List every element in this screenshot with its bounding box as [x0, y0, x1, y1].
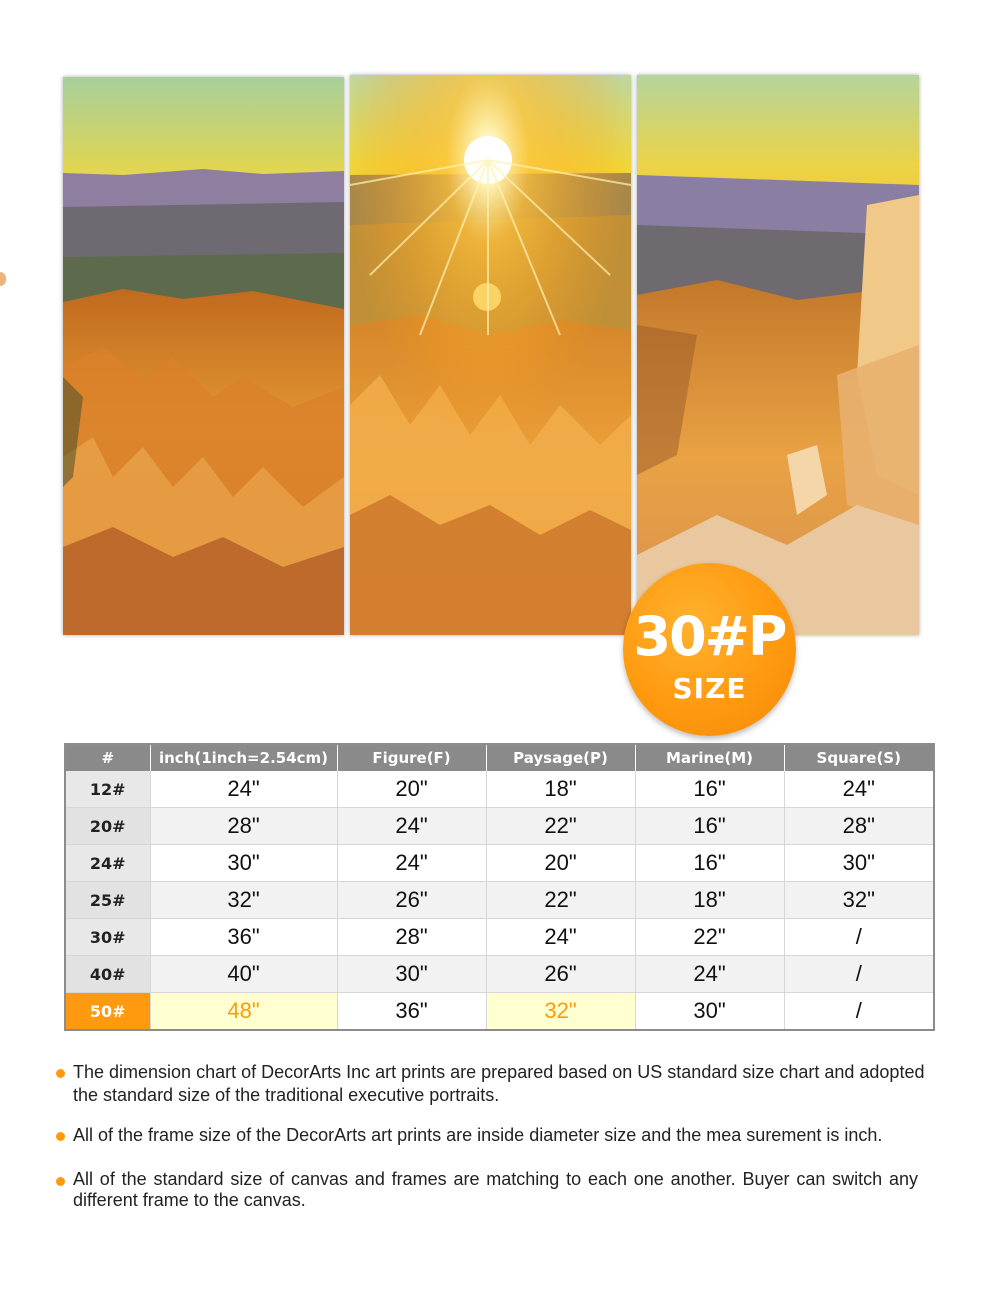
cell-inch: 32" — [150, 882, 337, 919]
header-square: Square(S) — [784, 744, 934, 771]
cell-square: 30" — [784, 845, 934, 882]
cell-square: 24" — [784, 771, 934, 808]
cell-paysage: 26" — [486, 956, 635, 993]
cell-square: / — [784, 993, 934, 1031]
cell-paysage: 22" — [486, 808, 635, 845]
cell-square: / — [784, 919, 934, 956]
size-chart-table — [64, 743, 935, 1031]
cell-square: 28" — [784, 808, 934, 845]
cell-inch: 24" — [150, 771, 337, 808]
note-text: All of the standard size of canvas and frames are matching to each one another. Buyer can switch any different frame to the canvas. — [73, 1169, 918, 1210]
cell-figure: 26" — [337, 882, 486, 919]
cell-paysage-highlighted: 32" — [486, 993, 635, 1031]
cell-paysage: 22" — [486, 882, 635, 919]
cell-figure: 20" — [337, 771, 486, 808]
cell-marine: 16" — [635, 808, 784, 845]
table-row — [65, 919, 934, 956]
size-badge — [623, 563, 796, 736]
note-item — [73, 1169, 918, 1211]
bullet-dot-icon — [56, 1177, 65, 1186]
header-number: # — [65, 744, 150, 771]
note-text: All of the frame size of the DecorArts art prints are inside diameter size and the mea surement is inch. — [73, 1125, 883, 1145]
cell-marine: 22" — [635, 919, 784, 956]
cell-square: / — [784, 956, 934, 993]
note-item — [73, 1061, 925, 1107]
table-row — [65, 808, 934, 845]
cell-paysage: 20" — [486, 845, 635, 882]
canyon-image-right — [637, 75, 919, 635]
cell-figure: 24" — [337, 845, 486, 882]
note-item — [73, 1124, 925, 1147]
table-row — [65, 771, 934, 808]
note-text: The dimension chart of DecorArts Inc art prints are prepared based on US standard size chart and adopted the standard size of the traditional executive portraits. — [73, 1062, 925, 1105]
canvas-panel-middle — [350, 75, 631, 635]
cell-square: 32" — [784, 882, 934, 919]
cell-marine: 30" — [635, 993, 784, 1031]
row-size-code: 20# — [65, 808, 150, 845]
table-row — [65, 882, 934, 919]
row-size-code: 25# — [65, 882, 150, 919]
table-row — [65, 956, 934, 993]
badge-size-code: 30#P — [633, 605, 786, 668]
header-marine: Marine(M) — [635, 744, 784, 771]
bullet-dot-icon — [56, 1069, 65, 1078]
cell-inch: 40" — [150, 956, 337, 993]
row-size-code: 40# — [65, 956, 150, 993]
cell-figure: 24" — [337, 808, 486, 845]
cell-figure: 28" — [337, 919, 486, 956]
table-header-row — [65, 744, 934, 771]
canyon-image-left — [63, 77, 344, 635]
cell-inch-highlighted: 48" — [150, 993, 337, 1031]
cell-inch: 28" — [150, 808, 337, 845]
canvas-panel-right — [637, 75, 919, 635]
header-inch: inch(1inch=2.54cm) — [150, 744, 337, 771]
table-row-highlighted — [65, 993, 934, 1031]
cell-marine: 18" — [635, 882, 784, 919]
cell-paysage: 24" — [486, 919, 635, 956]
header-paysage: Paysage(P) — [486, 744, 635, 771]
row-size-code: 30# — [65, 919, 150, 956]
row-size-code: 12# — [65, 771, 150, 808]
table-row — [65, 845, 934, 882]
cell-marine: 16" — [635, 845, 784, 882]
row-size-code: 24# — [65, 845, 150, 882]
row-size-code: 50# — [65, 993, 150, 1031]
cell-marine: 16" — [635, 771, 784, 808]
cell-marine: 24" — [635, 956, 784, 993]
cell-figure: 36" — [337, 993, 486, 1031]
cell-figure: 30" — [337, 956, 486, 993]
badge-size-label: SIZE — [672, 672, 747, 705]
cell-paysage: 18" — [486, 771, 635, 808]
cell-inch: 30" — [150, 845, 337, 882]
header-figure: Figure(F) — [337, 744, 486, 771]
cell-inch: 36" — [150, 919, 337, 956]
canvas-panel-left — [63, 77, 344, 635]
canyon-image-middle — [350, 75, 631, 635]
edge-decoration — [0, 272, 6, 286]
bullet-dot-icon — [56, 1132, 65, 1141]
